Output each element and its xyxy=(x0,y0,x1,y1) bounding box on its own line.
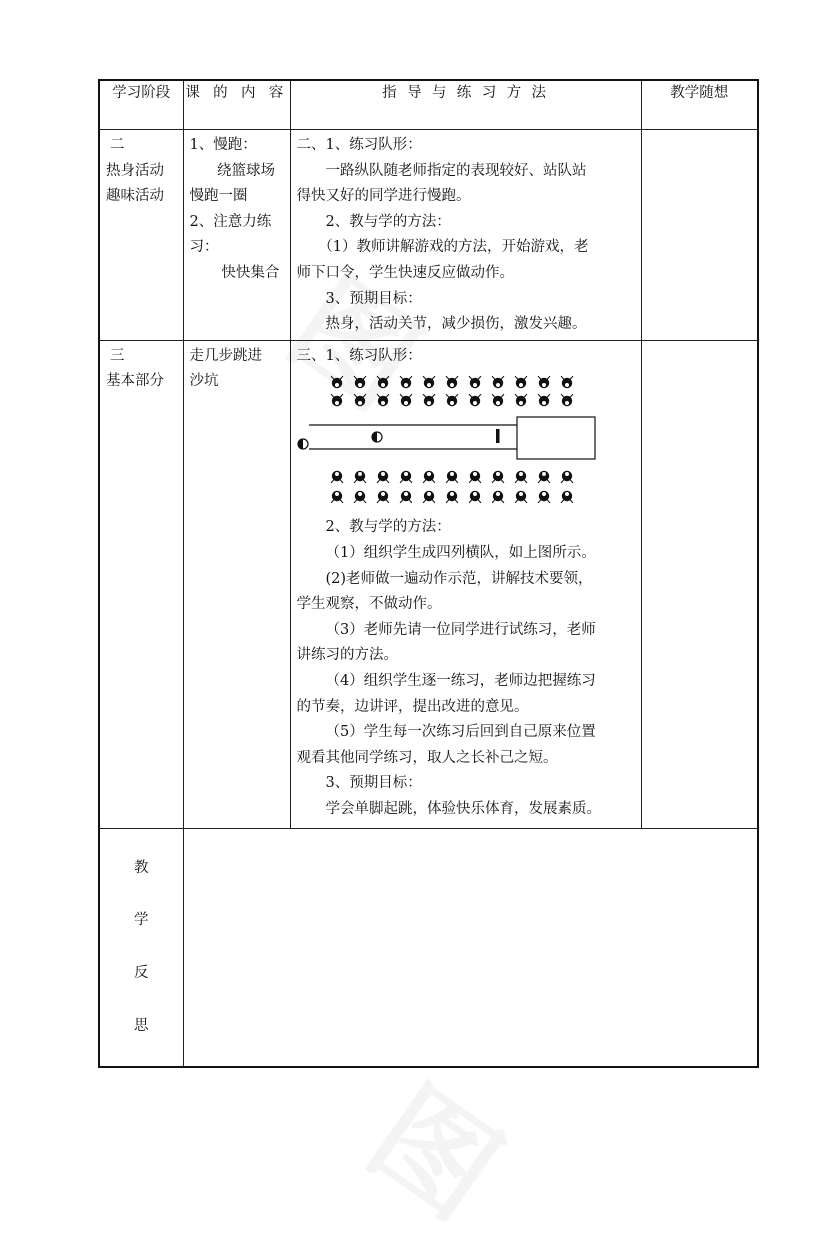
student-marker xyxy=(400,471,412,483)
warmup-stage-cell xyxy=(99,130,183,341)
content-line: 绕篮球场 xyxy=(217,162,276,179)
reflection-char: 教 xyxy=(134,859,149,876)
student-marker xyxy=(446,394,458,406)
content-line: 走几步跳进 xyxy=(189,347,262,364)
reflection-label-cell xyxy=(99,828,183,1067)
top-student-rows xyxy=(331,376,573,406)
reflection-char: 思 xyxy=(134,1017,149,1034)
student-marker xyxy=(354,471,366,483)
takeoff-board xyxy=(496,429,500,443)
warmup-notes-cell xyxy=(641,130,758,341)
lesson-table xyxy=(98,79,759,1068)
method-line: （5）学生每一次练习后回到自己原来位置 xyxy=(325,724,596,741)
student-marker xyxy=(331,471,343,483)
main-row xyxy=(99,340,758,828)
method-line: 观看其他同学练习，取人之长补己之短。 xyxy=(296,749,558,766)
stage-number: 三 xyxy=(110,347,125,364)
student-marker xyxy=(561,394,573,406)
student-marker xyxy=(469,471,481,483)
student-marker xyxy=(400,394,412,406)
student-marker xyxy=(469,394,481,406)
student-marker xyxy=(538,491,550,503)
reflection-content-cell xyxy=(183,828,758,1067)
header-stage: 学习阶段 xyxy=(99,80,183,130)
content-line: 慢跑一圈 xyxy=(189,188,248,205)
reflection-char: 学 xyxy=(134,912,149,929)
method-line: （1）教师讲解游戏的方法，开始游戏，老 xyxy=(318,239,589,256)
method-line: 三、1、练习队形： xyxy=(296,347,422,364)
student-marker xyxy=(377,491,389,503)
main-notes-cell xyxy=(641,340,758,828)
stage-label: 趣味活动 xyxy=(106,188,164,205)
header-row xyxy=(99,80,758,130)
header-content: 课 的 内 容 xyxy=(183,80,290,130)
reflection-char: 反 xyxy=(134,964,149,981)
warmup-method-cell xyxy=(290,130,641,341)
student-marker xyxy=(515,471,527,483)
student-marker xyxy=(492,471,504,483)
method-line: （3）老师先请一位同学进行试练习，老师 xyxy=(325,621,596,638)
content-line: 快快集合 xyxy=(221,264,280,281)
runway-lane xyxy=(298,417,595,459)
main-method-cell xyxy=(290,340,641,828)
student-marker xyxy=(377,376,389,388)
method-line: 的节奏，边讲评，提出改进的意见。 xyxy=(296,698,529,715)
header-notes: 教学随想 xyxy=(641,80,758,130)
content-line: 习： xyxy=(189,239,219,256)
practice-formation-diagram xyxy=(297,371,637,511)
student-marker xyxy=(423,471,435,483)
header-method: 指 导 与 练 习 方 法 xyxy=(290,80,641,130)
student-marker xyxy=(561,471,573,483)
student-marker xyxy=(492,491,504,503)
sand-pit xyxy=(517,417,595,459)
student-marker xyxy=(492,376,504,388)
student-marker xyxy=(446,376,458,388)
student-marker xyxy=(423,376,435,388)
student-marker xyxy=(331,491,343,503)
main-content-cell xyxy=(183,340,290,828)
method-line: 2、教与学的方法： xyxy=(325,519,451,536)
method-line: （4）组织学生逐一练习，老师边把握练习 xyxy=(325,672,596,689)
student-marker xyxy=(561,376,573,388)
reflection-row xyxy=(99,828,758,1067)
warmup-row xyxy=(99,130,758,341)
student-marker xyxy=(377,471,389,483)
method-line: 热身，活动关节，减少损伤，激发兴趣。 xyxy=(325,316,587,333)
method-line: 3、预期目标： xyxy=(325,290,422,307)
watermark xyxy=(342,1041,539,1251)
student-marker xyxy=(331,376,343,388)
stage-label: 热身活动 xyxy=(106,162,164,179)
student-marker xyxy=(515,491,527,503)
method-line: 3、预期目标： xyxy=(325,775,422,792)
student-marker xyxy=(354,394,366,406)
content-line: 沙坑 xyxy=(189,373,219,390)
student-marker xyxy=(492,394,504,406)
student-marker xyxy=(377,394,389,406)
method-line: 师下口令，学生快速反应做动作。 xyxy=(296,264,514,281)
warmup-content-cell xyxy=(183,130,290,341)
method-line: 2、教与学的方法： xyxy=(325,213,451,230)
student-marker xyxy=(423,491,435,503)
method-line: （1）组织学生成四列横队，如上图所示。 xyxy=(325,544,596,561)
student-marker xyxy=(446,491,458,503)
student-marker xyxy=(354,376,366,388)
method-line: 学生观察，不做动作。 xyxy=(296,596,442,613)
method-line: 一路纵队随老师指定的表现较好、站队站 xyxy=(325,162,587,179)
student-marker xyxy=(469,491,481,503)
content-line: 2、注意力练 xyxy=(189,213,272,230)
student-marker xyxy=(469,376,481,388)
student-marker xyxy=(400,376,412,388)
method-line: 学会单脚起跳，体验快乐体育，发展素质。 xyxy=(325,800,601,817)
student-marker xyxy=(446,471,458,483)
method-line: (2)老师做一遍动作示范，讲解技术要领， xyxy=(325,570,593,587)
student-marker xyxy=(538,394,550,406)
student-marker xyxy=(354,491,366,503)
student-marker xyxy=(538,376,550,388)
stage-number: 二 xyxy=(110,137,125,153)
student-marker xyxy=(400,491,412,503)
student-marker xyxy=(423,394,435,406)
student-marker xyxy=(515,376,527,388)
bottom-student-rows xyxy=(331,471,573,503)
method-line: 讲练习的方法。 xyxy=(296,647,398,664)
content-line: 1、慢跑： xyxy=(189,137,257,153)
student-marker xyxy=(538,471,550,483)
main-stage-cell xyxy=(99,340,183,828)
student-marker xyxy=(561,491,573,503)
method-line: 得快又好的同学进行慢跑。 xyxy=(296,188,471,205)
stage-label: 基本部分 xyxy=(106,373,164,390)
student-marker xyxy=(331,394,343,406)
student-marker xyxy=(515,394,527,406)
method-line: 二、1、练习队形： xyxy=(296,137,422,153)
